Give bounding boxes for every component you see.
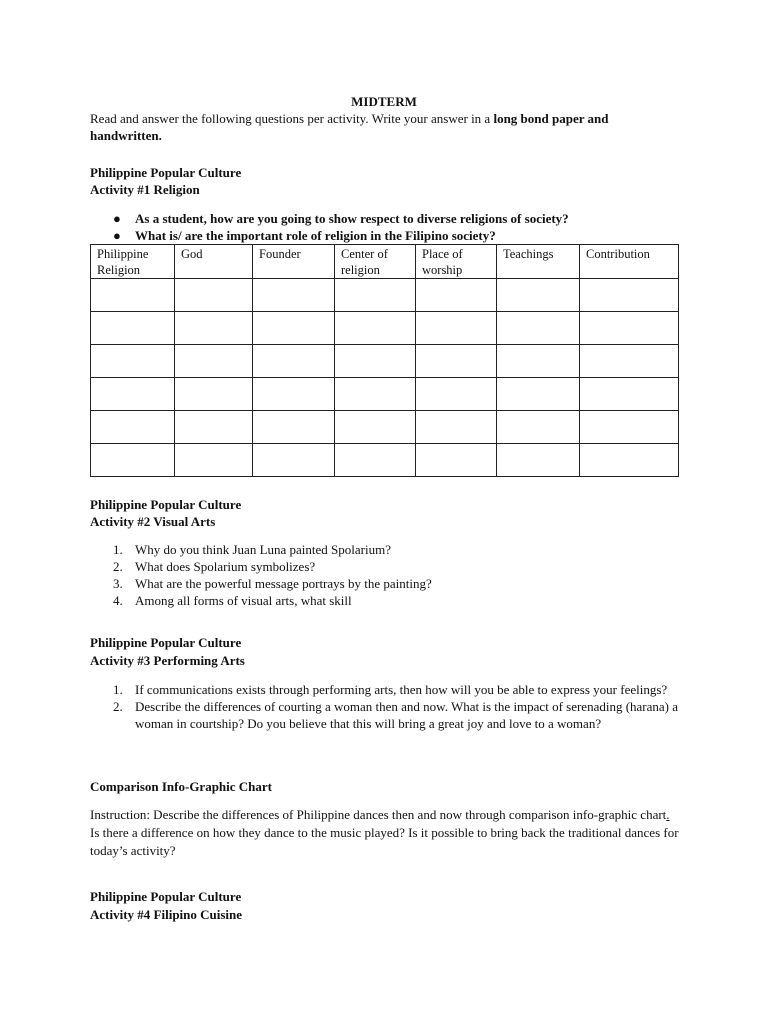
intro-paragraph [90,110,670,144]
table-cell [335,378,416,411]
column-header: Place of worship [416,245,497,279]
table-cell [335,444,416,477]
activity3-title: Activity #3 Performing Arts [90,653,245,668]
activity1-course: Philippine Popular Culture [90,165,242,180]
column-header: Teachings [497,245,580,279]
activity1-bullets [90,210,569,244]
activity1-title: Activity #1 Religion [90,182,200,197]
table-cell [580,411,679,444]
table-row [91,312,679,345]
item-number: 4. [113,593,123,608]
table-cell [497,312,580,345]
table-cell [416,411,497,444]
instruction-text: Instruction: Describe the differences of Philippine dances then and now through comparison info-graphic chart [90,807,667,822]
table-cell [175,378,253,411]
table-cell [91,444,175,477]
table-cell [416,312,497,345]
list-item [90,681,680,698]
list-item [90,698,680,732]
list-item [90,575,680,592]
table-cell [416,444,497,477]
table-cell [253,444,335,477]
table-row [91,378,679,411]
table-cell [497,378,580,411]
table-cell [175,279,253,312]
item-text: Among all forms of visual arts, what skill [135,593,352,608]
column-header: Contribution [580,245,679,279]
item-text: Why do you think Juan Luna painted Spolarium? [135,542,391,557]
table-cell [175,312,253,345]
bullet-icon: ● [113,228,121,243]
table-cell [416,345,497,378]
table-cell [580,378,679,411]
table-body [91,279,679,477]
instruction-text-continued: Is there a difference on how they dance to the music played? Is it possible to bring back the traditional dances for today’s activity? [90,825,679,858]
table-cell [253,411,335,444]
table-cell [416,279,497,312]
bullet-text: What is/ are the important role of religion in the Filipino society? [135,228,496,243]
table-cell [580,279,679,312]
table-header-row [91,245,679,279]
table-cell [91,378,175,411]
table-cell [335,279,416,312]
list-item [90,541,680,558]
page-title: MIDTERM [351,94,417,109]
table-cell [175,345,253,378]
religion-table [90,244,679,477]
table-cell [175,444,253,477]
table-row [91,279,679,312]
item-text: Describe the differences of courting a woman then and now. What is the impact of serenading (harana) a woman in courtship? Do you believe that this will bring a great joy and love to a woman? [135,699,679,731]
activity4-title: Activity #4 Filipino Cuisine [90,907,243,922]
table-cell [253,378,335,411]
bullet-icon: ● [113,211,121,226]
table-row [91,345,679,378]
column-header: Center of religion [335,245,416,279]
comparison-heading: Comparison Info-Graphic Chart [90,779,273,794]
table-cell [253,279,335,312]
intro-text: Read and answer the following questions per activity. Write your answer in a [90,111,494,126]
item-number: 1. [113,542,123,557]
item-number: 2. [113,699,123,714]
table-cell [253,345,335,378]
item-number: 2. [113,559,123,574]
table-cell [497,345,580,378]
table-cell [175,411,253,444]
table-cell [497,279,580,312]
activity3-course: Philippine Popular Culture [90,635,242,650]
item-text: If communications exists through performing arts, then how will you be able to express your feelings? [135,682,668,697]
list-item [90,558,680,575]
table-cell [580,345,679,378]
table-row [91,411,679,444]
activity2-title: Activity #2 Visual Arts [90,514,216,529]
activity2-questions [90,541,680,609]
list-item [90,592,680,609]
table-cell [91,312,175,345]
column-header: Philippine Religion [91,245,175,279]
table-cell [580,444,679,477]
item-number: 3. [113,576,123,591]
instruction-underlined-mark: . [666,807,670,822]
table-row [91,444,679,477]
item-number: 1. [113,682,123,697]
table-cell [91,279,175,312]
table-cell [416,378,497,411]
table-cell [335,312,416,345]
comparison-instruction [90,806,680,860]
table-cell [580,312,679,345]
list-item [90,227,569,244]
table-cell [91,345,175,378]
table-cell [497,411,580,444]
table-cell [335,411,416,444]
activity3-questions [90,681,680,732]
column-header: God [175,245,253,279]
intro-bold-text: long bond paper and handwritten. [90,111,609,143]
column-header: Founder [253,245,335,279]
item-text: What does Spolarium symbolizes? [135,559,316,574]
table-cell [253,312,335,345]
table-cell [91,411,175,444]
table-cell [335,345,416,378]
table-cell [497,444,580,477]
activity4-course: Philippine Popular Culture [90,889,242,904]
activity2-course: Philippine Popular Culture [90,497,242,512]
list-item [90,210,569,227]
bullet-text: As a student, how are you going to show respect to diverse religions of society? [135,211,569,226]
item-text: What are the powerful message portrays by the painting? [135,576,432,591]
